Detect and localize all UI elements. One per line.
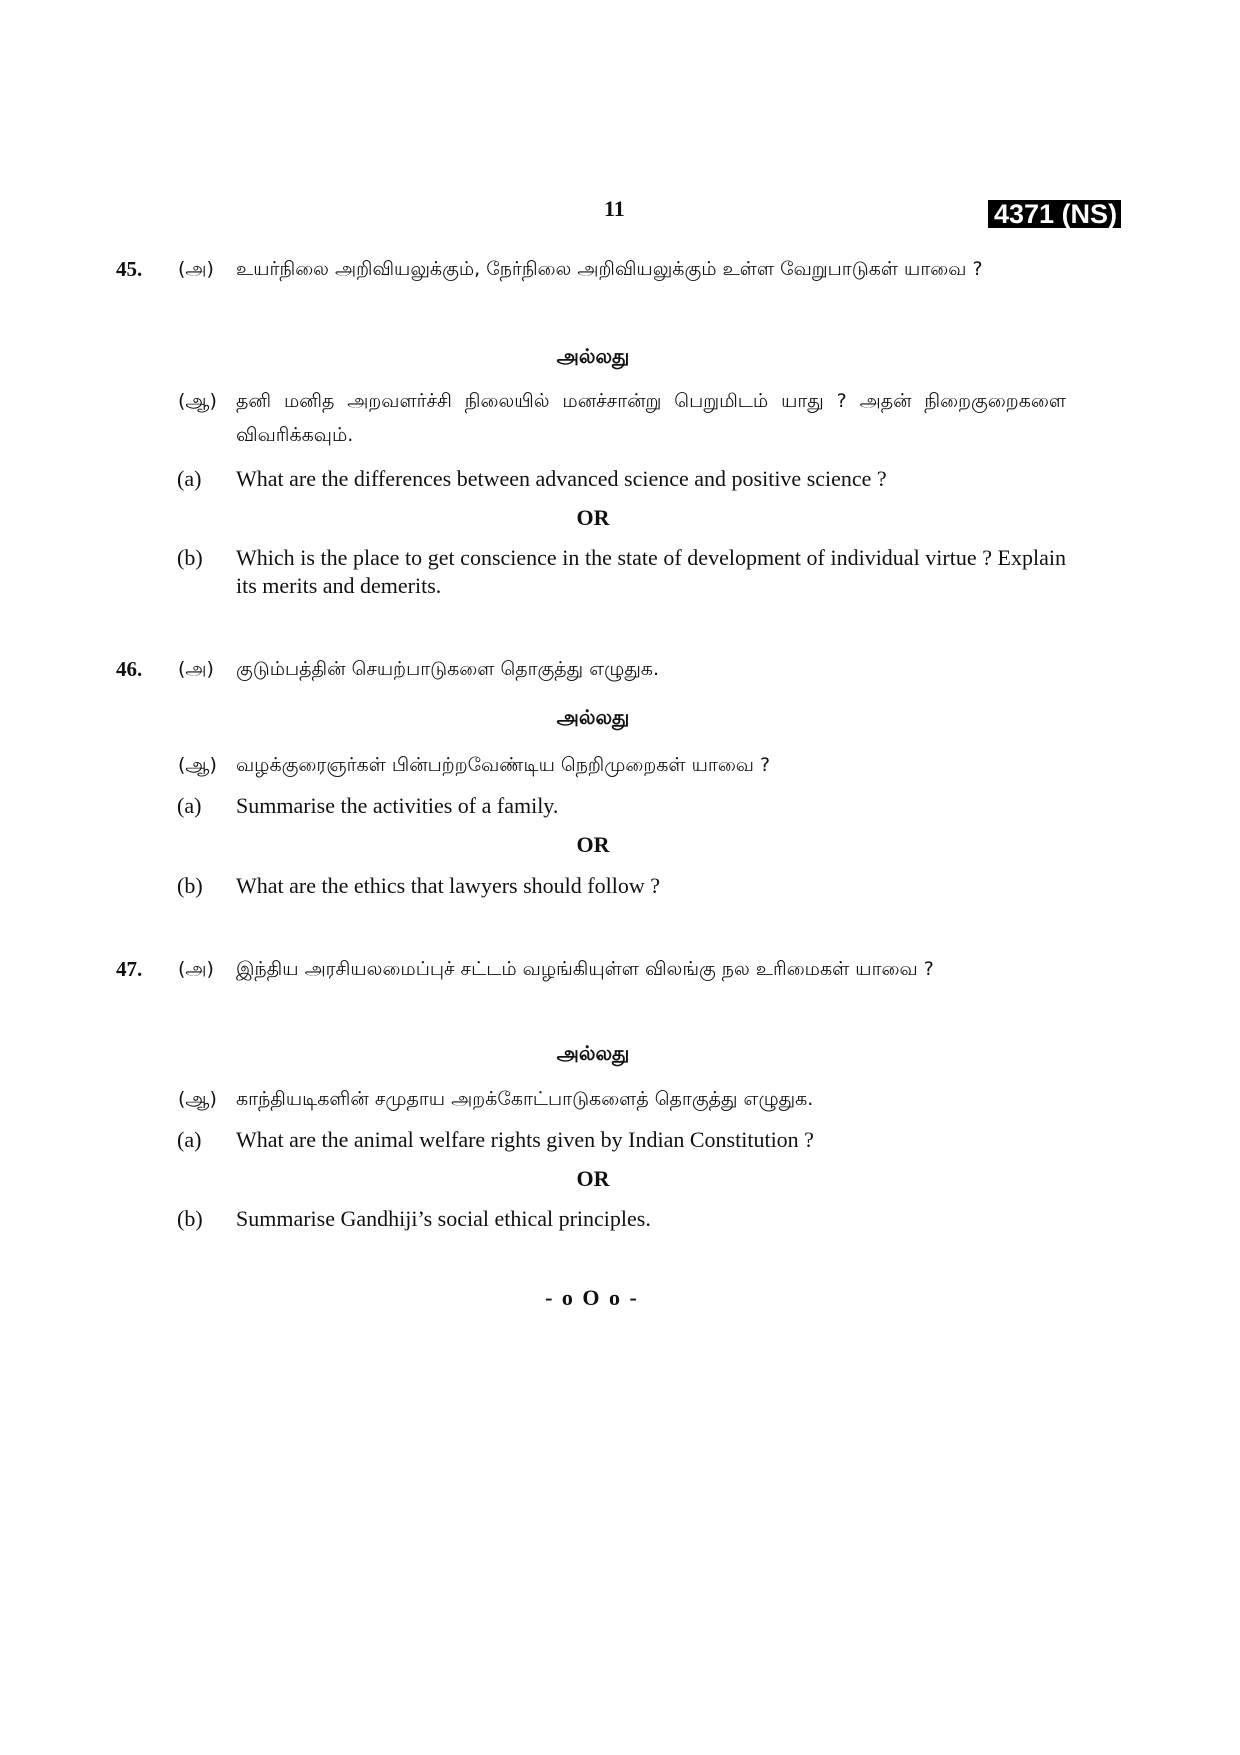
english-option-b-text: What are the ethics that lawyers should follow ? [236,873,660,898]
tamil-option-b-marker: (ஆ) [178,1088,217,1110]
english-option-b-text: Which is the place to get conscience in the state of development of individual virtue ? Explain its merits and demerits. [236,545,1066,598]
question-number: 46. [116,657,143,681]
question-number: 45. [116,257,143,281]
english-or-separator: OR [576,505,610,530]
english-option-a-label: (a) [177,1127,202,1152]
tamil-or-separator: அல்லது [556,344,630,368]
english-option-a-label: (a) [177,793,202,818]
english-option-b-label: (b) [177,545,203,570]
english-option-a-text: What are the animal welfare rights given by Indian Constitution ? [236,1127,814,1152]
tamil-option-a-text: இந்திய அரசியலமைப்புச் சட்டம் வழங்கியுள்ள விலங்கு நல உரிமைகள் யாவை ? [236,958,934,980]
english-option-a-text: What are the differences between advanced science and positive science ? [236,466,887,491]
tamil-option-a-marker: (அ) [178,258,214,280]
english-option-b-text: Summarise Gandhiji’s social ethical principles. [236,1206,651,1231]
tamil-or-separator: அல்லது [556,1041,630,1065]
english-option-b-label: (b) [177,873,203,898]
tamil-option-b-text: தனி மனித அறவளர்ச்சி நிலையில் மனச்சான்று பெறுமிடம் யாது ? அதன் நிறைகுறைகளை விவரிக்கவும். [236,390,1066,446]
tamil-option-b-text: வழக்குரைஞர்கள் பின்பற்றவேண்டிய நெறிமுறைகள் யாவை ? [236,754,771,776]
paper-code-badge: 4371 (NS) [988,200,1121,228]
english-or-separator: OR [576,1166,610,1191]
end-of-paper-mark: - o O o - [545,1285,639,1310]
tamil-option-a-marker: (அ) [178,958,214,980]
tamil-option-a-marker: (அ) [178,658,214,680]
question-number: 47. [116,957,143,981]
english-or-separator: OR [576,832,610,857]
tamil-option-b-marker: (ஆ) [178,754,217,776]
english-option-b-label: (b) [177,1206,203,1231]
tamil-or-separator: அல்லது [556,705,630,729]
tamil-option-a-text: உயர்நிலை அறிவியலுக்கும், நேர்நிலை அறிவியலுக்கும் உள்ள வேறுபாடுகள் யாவை ? [236,258,983,280]
tamil-option-b-text: காந்தியடிகளின் சமுதாய அறக்கோட்பாடுகளைத் தொகுத்து எழுதுக. [236,1088,814,1110]
tamil-option-a-text: குடும்பத்தின் செயற்பாடுகளை தொகுத்து எழுதுக. [236,658,659,680]
tamil-option-b-marker: (ஆ) [178,390,217,412]
page-number: 11 [604,196,625,221]
english-option-a-text: Summarise the activities of a family. [236,793,559,818]
english-option-a-label: (a) [177,466,202,491]
